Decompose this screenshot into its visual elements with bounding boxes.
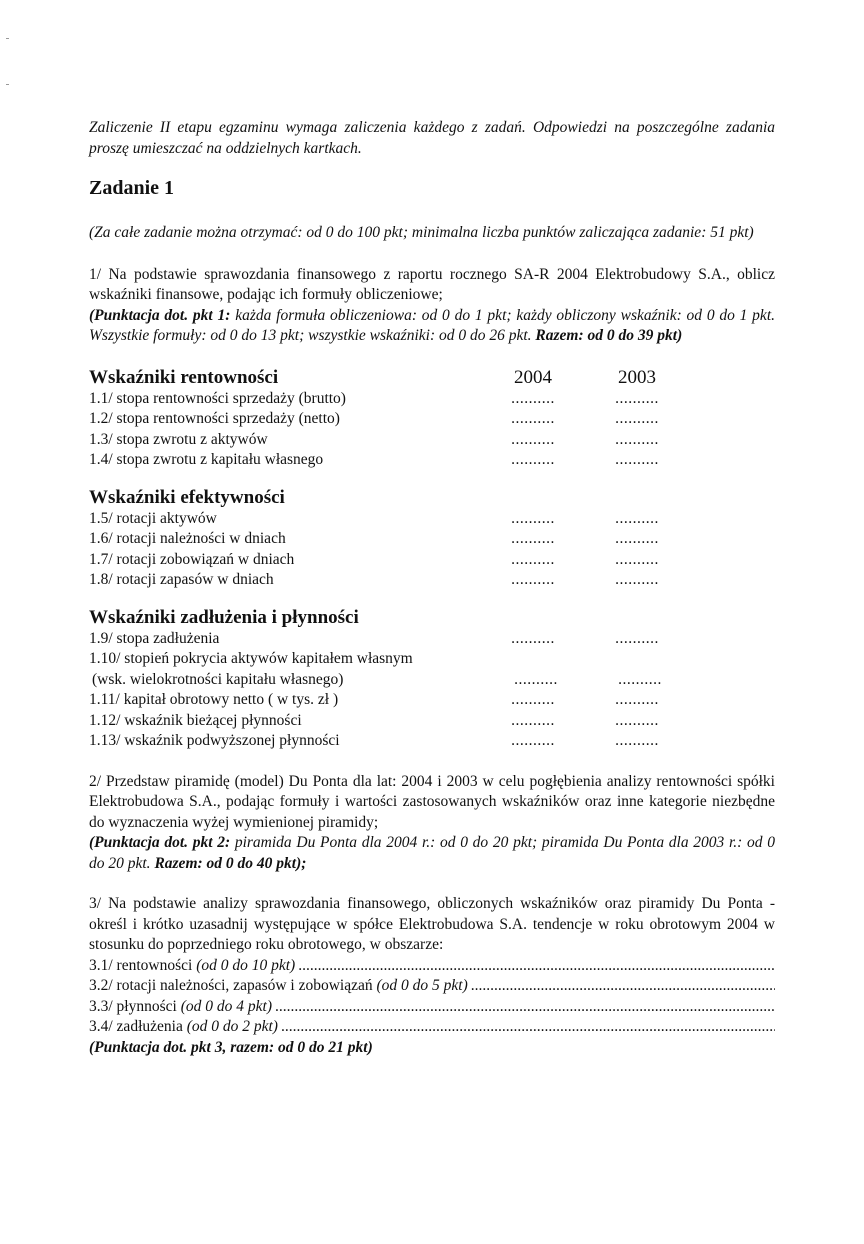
area-label: 3.1/ rentowności [89,956,193,974]
area-points: (od 0 do 10 pkt) [196,956,296,974]
task-3-text: 3/ Na podstawie analizy sprawozdania finansowego, obliczonych wskaźników oraz piramidy Du Ponta - określ i krótko uzasadnij występujące w spółce Elektrobudowa S.A. tendencje w roku obrotowym 2004 w stosunku do poprzedniego roku obrotowego, w obszarze: [89,895,775,953]
ratio-row [89,529,775,550]
task-3-scoring: (Punktacja dot. pkt 3, razem: od 0 do 21 pkt) [89,1038,373,1056]
value-blank-2004: .......... [511,732,555,749]
section-header [89,607,775,629]
value-blank-2004: .......... [511,629,555,647]
value-blank-2003: .......... [615,530,659,547]
ratio-row [89,430,775,451]
value-blank-2003: .......... [615,451,659,468]
answer-line [89,997,775,1018]
ratio-label: 1.1/ stopa rentowności sprzedaży (brutto) [89,389,346,407]
area-label: 3.2/ rotacji należności, zapasów i zobowiązań [89,977,373,994]
value-blank-2003: .......... [615,711,659,729]
section-header [89,367,775,389]
value-blank-2003: .......... [615,691,659,708]
task-1-text: 1/ Na podstawie sprawozdania finansowego z raportu rocznego SA-R 2004 Elektrobudowy S.A., oblicz wskaźniki finansowe, podając ich formuły obliczeniowe; [89,265,775,303]
task-3 [89,894,775,1058]
ratio-label: 1.7/ rotacji zobowiązań w dniach [89,550,295,568]
intro-note: Zaliczenie II etapu egzaminu wymaga zaliczenia każdego z zadań. Odpowiedzi na poszczególne zadania proszę umieszczać na oddzielnych kartkach. [89,119,775,157]
value-blank-2003: .......... [615,571,659,588]
margin-mark [6,84,9,85]
ratio-label: 1.9/ stopa zadłużenia [89,629,220,647]
value-blank-2003: .......... [615,629,659,647]
area-points: (od 0 do 4 pkt) [180,997,272,1015]
area-label: 3.3/ płynności [89,997,177,1015]
answer-dots [281,1017,775,1038]
value-blank-2004: .......... [511,571,555,588]
ratio-label: 1.3/ stopa zwrotu z aktywów [89,430,268,448]
answer-line [89,976,775,997]
value-blank-2004: .......... [511,691,555,708]
value-blank-2003: .......... [615,410,659,427]
ratio-row [89,649,775,670]
ratio-label: (wsk. wielokrotności kapitału własnego) [92,670,344,688]
ratio-label: 1.5/ rotacji aktywów [89,509,217,527]
ratio-row [89,450,775,471]
value-blank-2003: .......... [615,550,659,568]
section-header [89,487,775,509]
ratio-label: 1.6/ rotacji należności w dniach [89,530,286,547]
ratio-label: 1.2/ stopa rentowności sprzedaży (netto) [89,410,340,427]
section-profitability [89,367,775,471]
value-blank-2004: .......... [511,389,555,407]
section-debt-liquidity [89,607,775,752]
answer-dots [298,956,775,977]
margin-mark [6,38,9,39]
section-title: Wskaźniki rentowności [89,366,279,388]
scoring-label: (Punktacja dot. pkt 2: [89,834,231,851]
value-blank-2003: .......... [615,732,659,749]
ratio-row [89,690,775,711]
value-blank-2004: .......... [511,430,555,448]
task-title: Zadanie 1 [89,177,175,199]
value-blank-2003: .......... [615,430,659,448]
value-blank-2004: .......... [514,670,558,688]
value-blank-2004: .......... [511,550,555,568]
scoring-total: Razem: od 0 do 39 pkt) [535,327,683,344]
value-blank-2004: .......... [511,530,555,547]
area-points: (od 0 do 2 pkt) [186,1018,278,1035]
task-1 [89,265,775,347]
area-points: (od 0 do 5 pkt) [376,977,468,994]
task-2-scoring [89,833,775,874]
answer-line [89,1017,775,1038]
scoring-label: (Punktacja dot. pkt 1: [89,306,231,324]
answer-dots [471,976,775,997]
column-2004: 2004 [514,366,552,388]
task-2-text: 2/ Przedstaw piramidę (model) Du Ponta dla lat: 2004 i 2003 w celu pogłębienia analizy rentowności spółki Elektrobudowa S.A., podając formuły i wartości zastosowanych wskaźników oraz inne kategorie niezbędne do wyznaczenia wyżej wymienionej piramidy; [89,772,775,831]
document-page [89,118,775,1078]
ratio-label: 1.11/ kapitał obrotowy netto ( w tys. zł ) [89,691,339,708]
scoring-body: piramida Du Ponta dla 2004 r.: od 0 do 20 pkt; piramida Du Ponta dla 2003 r.: od 0 do 20 pkt. [89,834,775,872]
ratio-row [89,731,775,752]
ratio-row [89,670,775,691]
answer-dots [275,997,775,1018]
task-2 [89,772,775,875]
section-title: Wskaźniki efektywności [89,486,285,508]
ratio-label: 1.8/ rotacji zapasów w dniach [89,571,274,588]
section-efficiency [89,487,775,591]
ratio-label: 1.10/ stopień pokrycia aktywów kapitałem własnym [89,650,413,667]
ratio-row [89,409,775,430]
ratio-label: 1.4/ stopa zwrotu z kapitału własnego [89,451,324,468]
value-blank-2004: .......... [511,451,555,468]
ratio-row [89,509,775,530]
scoring-total: Razem: od 0 do 40 pkt); [154,854,307,872]
value-blank-2003: .......... [618,670,662,688]
answer-line [89,956,775,977]
column-2003: 2003 [618,366,656,388]
ratio-row [89,629,775,650]
ratio-label: 1.12/ wskaźnik bieżącej płynności [89,711,302,729]
ratio-row [89,711,775,732]
ratio-label: 1.13/ wskaźnik podwyższonej płynności [89,732,340,749]
value-blank-2004: .......... [511,410,555,427]
value-blank-2004: .......... [511,509,555,527]
points-note: (Za całe zadanie można otrzymać: od 0 do 100 pkt; minimalna liczba punktów zaliczająca zadanie: 51 pkt) [89,224,754,241]
ratio-row [89,389,775,410]
ratio-row [89,570,775,591]
value-blank-2004: .......... [511,711,555,729]
value-blank-2003: .......... [615,509,659,527]
scoring-body: każda formuła obliczeniowa: od 0 do 1 pkt; każdy obliczony wskaźnik: od 0 do 1 pkt. Wszystkie formuły: od 0 do 13 pkt; wszystkie wskaźniki: od 0 do 26 pkt. [89,306,775,344]
section-title: Wskaźniki zadłużenia i płynności [89,606,359,628]
task-1-scoring [89,306,775,347]
area-label: 3.4/ zadłużenia [89,1018,183,1035]
ratio-row [89,550,775,571]
value-blank-2003: .......... [615,389,659,407]
